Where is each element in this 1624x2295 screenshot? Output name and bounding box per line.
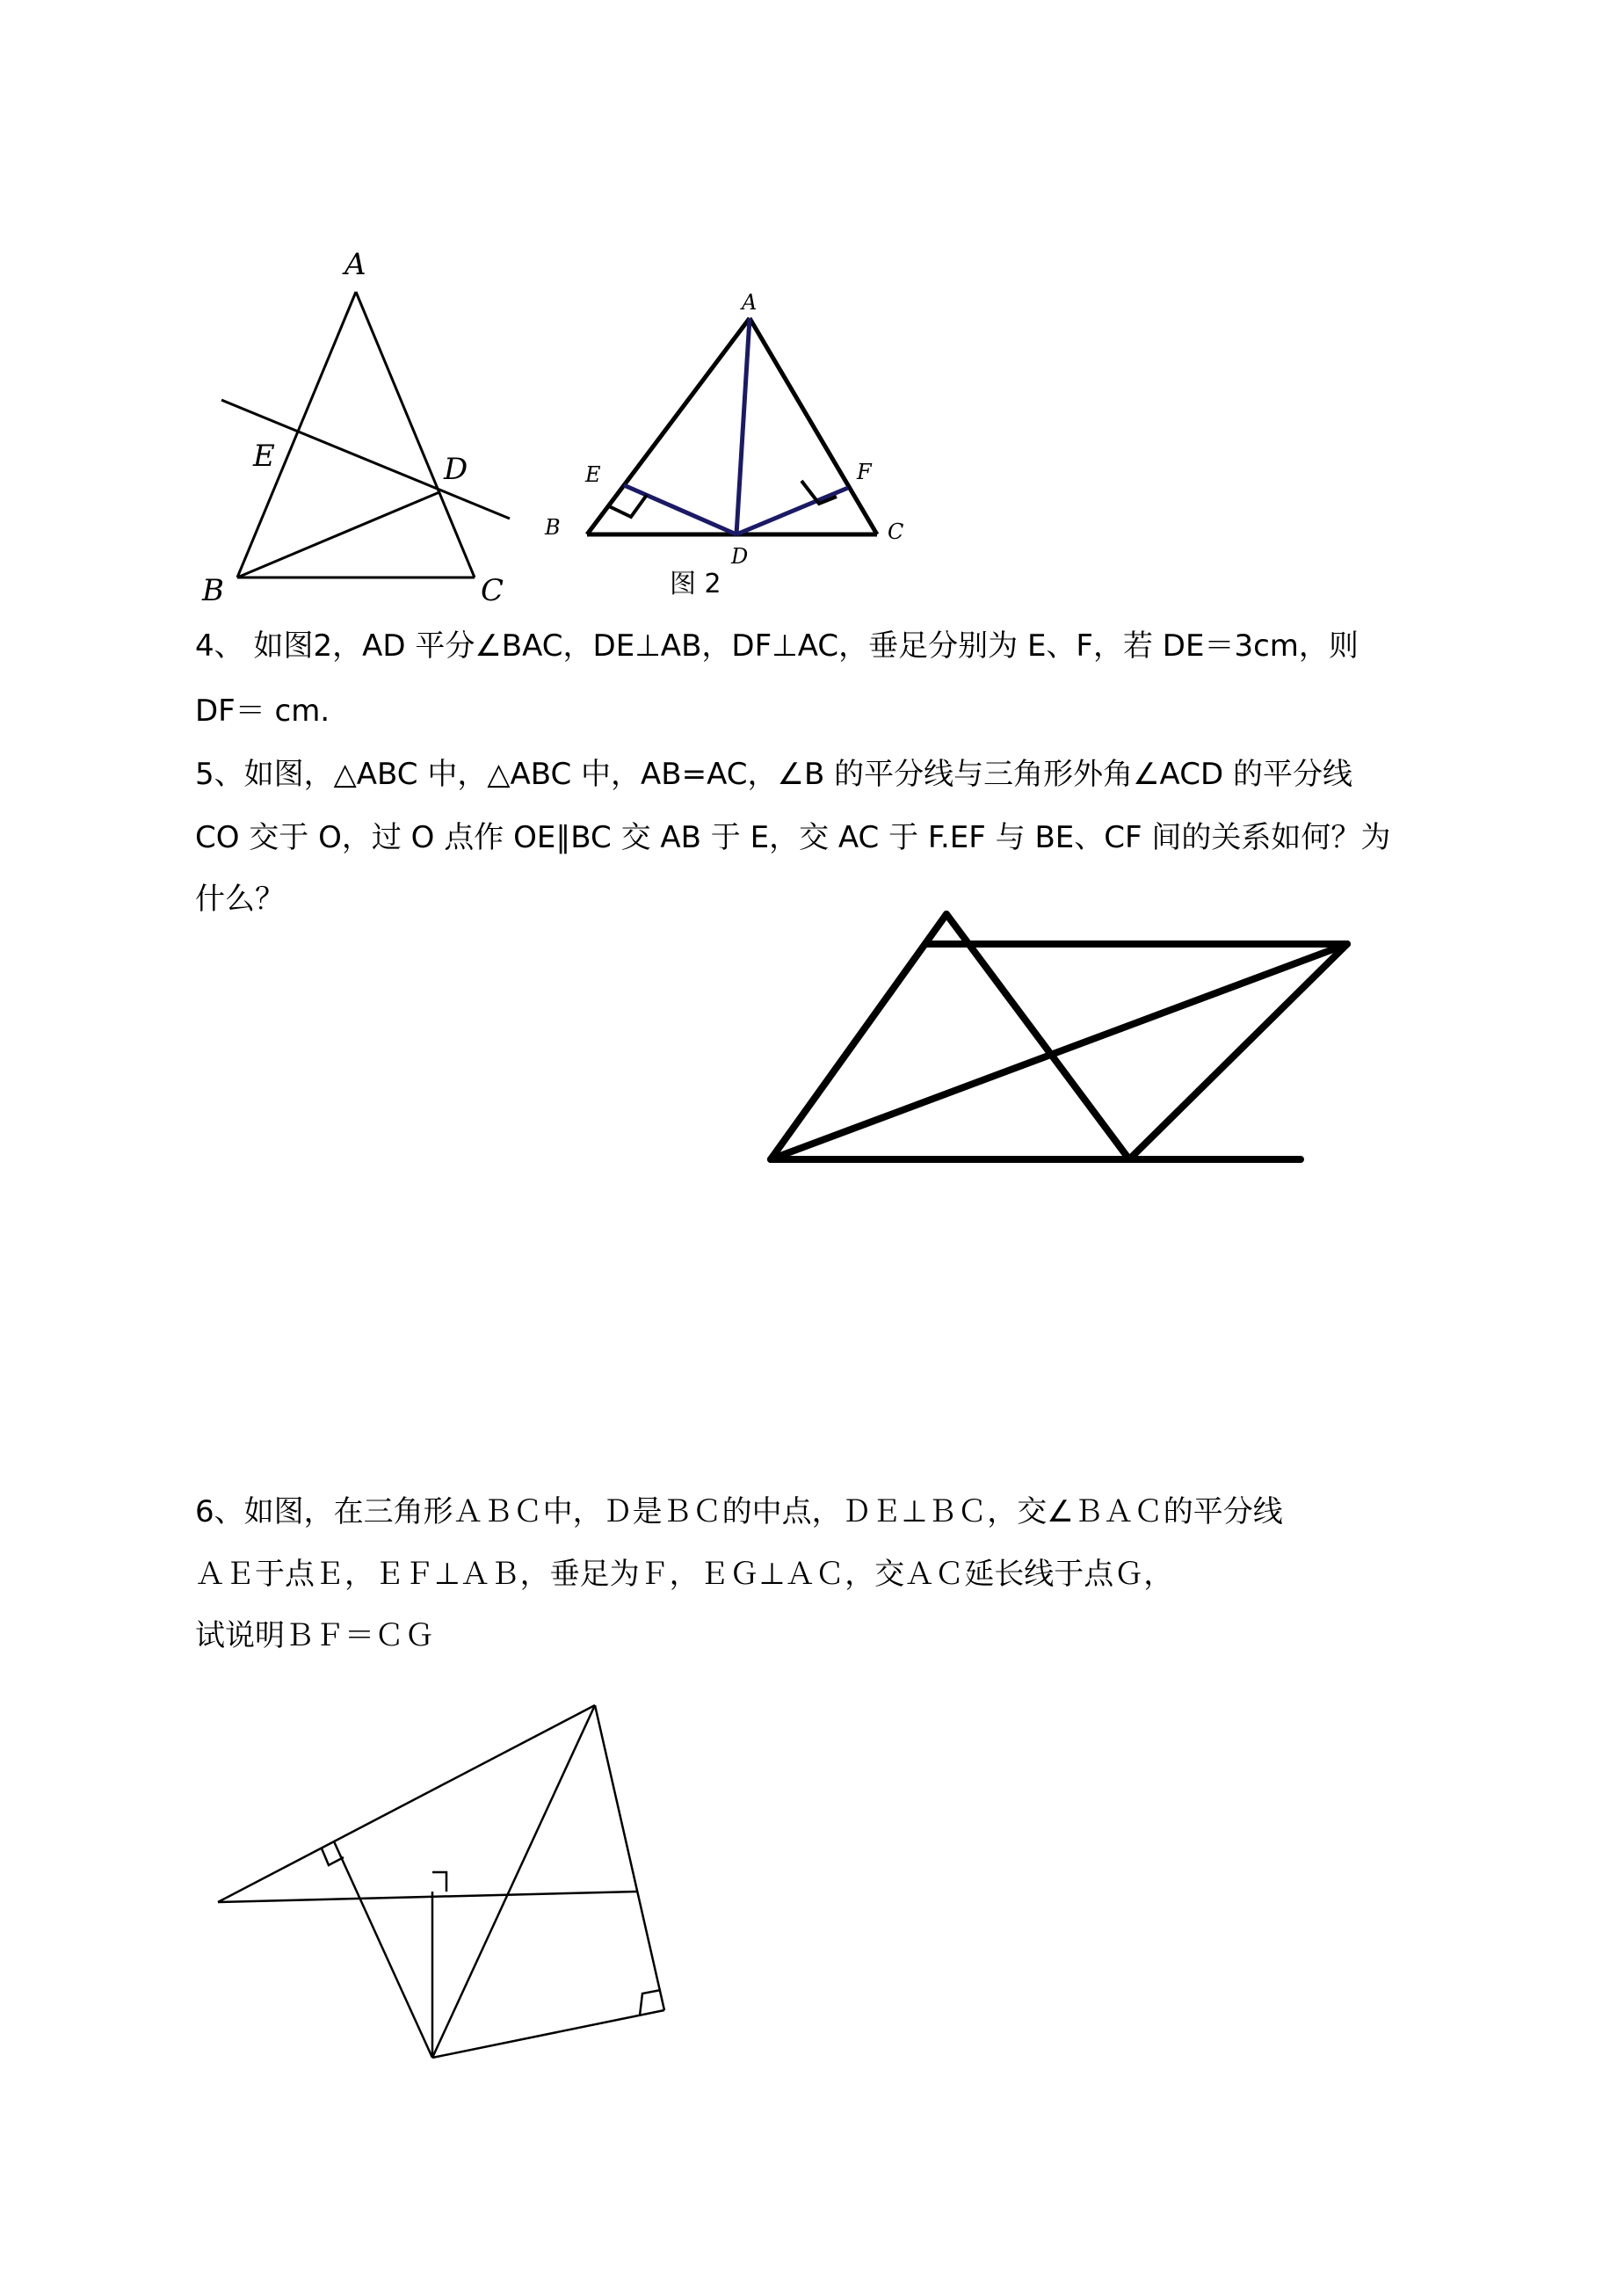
- side-ab: [771, 914, 946, 1159]
- side-bc: [218, 1892, 637, 1902]
- perpendicular-de: [624, 485, 736, 534]
- label-e: E: [585, 462, 601, 487]
- label-e: E: [253, 439, 275, 474]
- label-a: A: [344, 247, 366, 282]
- question-4-line-1: 4、 如图2，AD 平分∠BAC，DE⊥AB，DF⊥AC，垂足分别为 E、F，若 DE＝3cm，则: [195, 628, 1359, 664]
- side-ac-extended: [595, 1705, 664, 2010]
- question-6-line-2: ＡＥ于点Ｅ，ＥＦ⊥ＡＢ，垂足为Ｆ，ＥＧ⊥ＡＣ，交ＡＣ延长线于点Ｇ，: [195, 1557, 1174, 1592]
- question-6-line-1: 6、如图，在三角形ＡＢＣ中，Ｄ是ＢＣ的中点，ＤＥ⊥ＢＣ，交∠ＢＡＣ的平分线: [195, 1494, 1283, 1529]
- side-ab: [218, 1705, 595, 1902]
- label-b: B: [202, 573, 224, 608]
- label-c: C: [481, 573, 504, 608]
- bisector-bo: [771, 944, 1347, 1159]
- label-d: D: [444, 452, 468, 487]
- question-5-line-3: 什么？: [195, 882, 285, 917]
- label-d: D: [731, 544, 749, 569]
- label-a: A: [742, 290, 758, 315]
- figure-3: [0, 879, 1624, 1195]
- perpendicular-df: [736, 488, 848, 534]
- figure-4: [0, 1670, 1624, 2092]
- question-5-line-2: CO 交于 O，过 O 点作 OE∥BC 交 AB 于 E，交 AC 于 F.EF 与 BE、CF 间的关系如何？为: [195, 820, 1391, 855]
- right-angle-mark-d: [432, 1872, 446, 1892]
- bisector-co: [1129, 944, 1347, 1159]
- label-f: F: [857, 460, 872, 484]
- question-6-line-3: 试说明ＢＦ＝ＣＧ: [195, 1618, 434, 1653]
- question-5-line-1: 5、如图，△ABC 中，△ABC 中，AB=AC，∠B 的平分线与三角形外角∠ACD 的平分线: [195, 757, 1352, 792]
- figure-2: [0, 0, 1624, 615]
- label-c: C: [888, 519, 904, 544]
- perpendicular-ef: [334, 1841, 432, 2058]
- question-4-line-2: DF＝ cm.: [195, 694, 330, 729]
- perpendicular-eg: [432, 2010, 664, 2058]
- side-ab: [587, 318, 750, 534]
- label-b: B: [545, 515, 561, 540]
- bisector-ad: [736, 318, 750, 534]
- figure-caption: 图 2: [670, 569, 721, 599]
- bisector-ae: [432, 1705, 595, 2058]
